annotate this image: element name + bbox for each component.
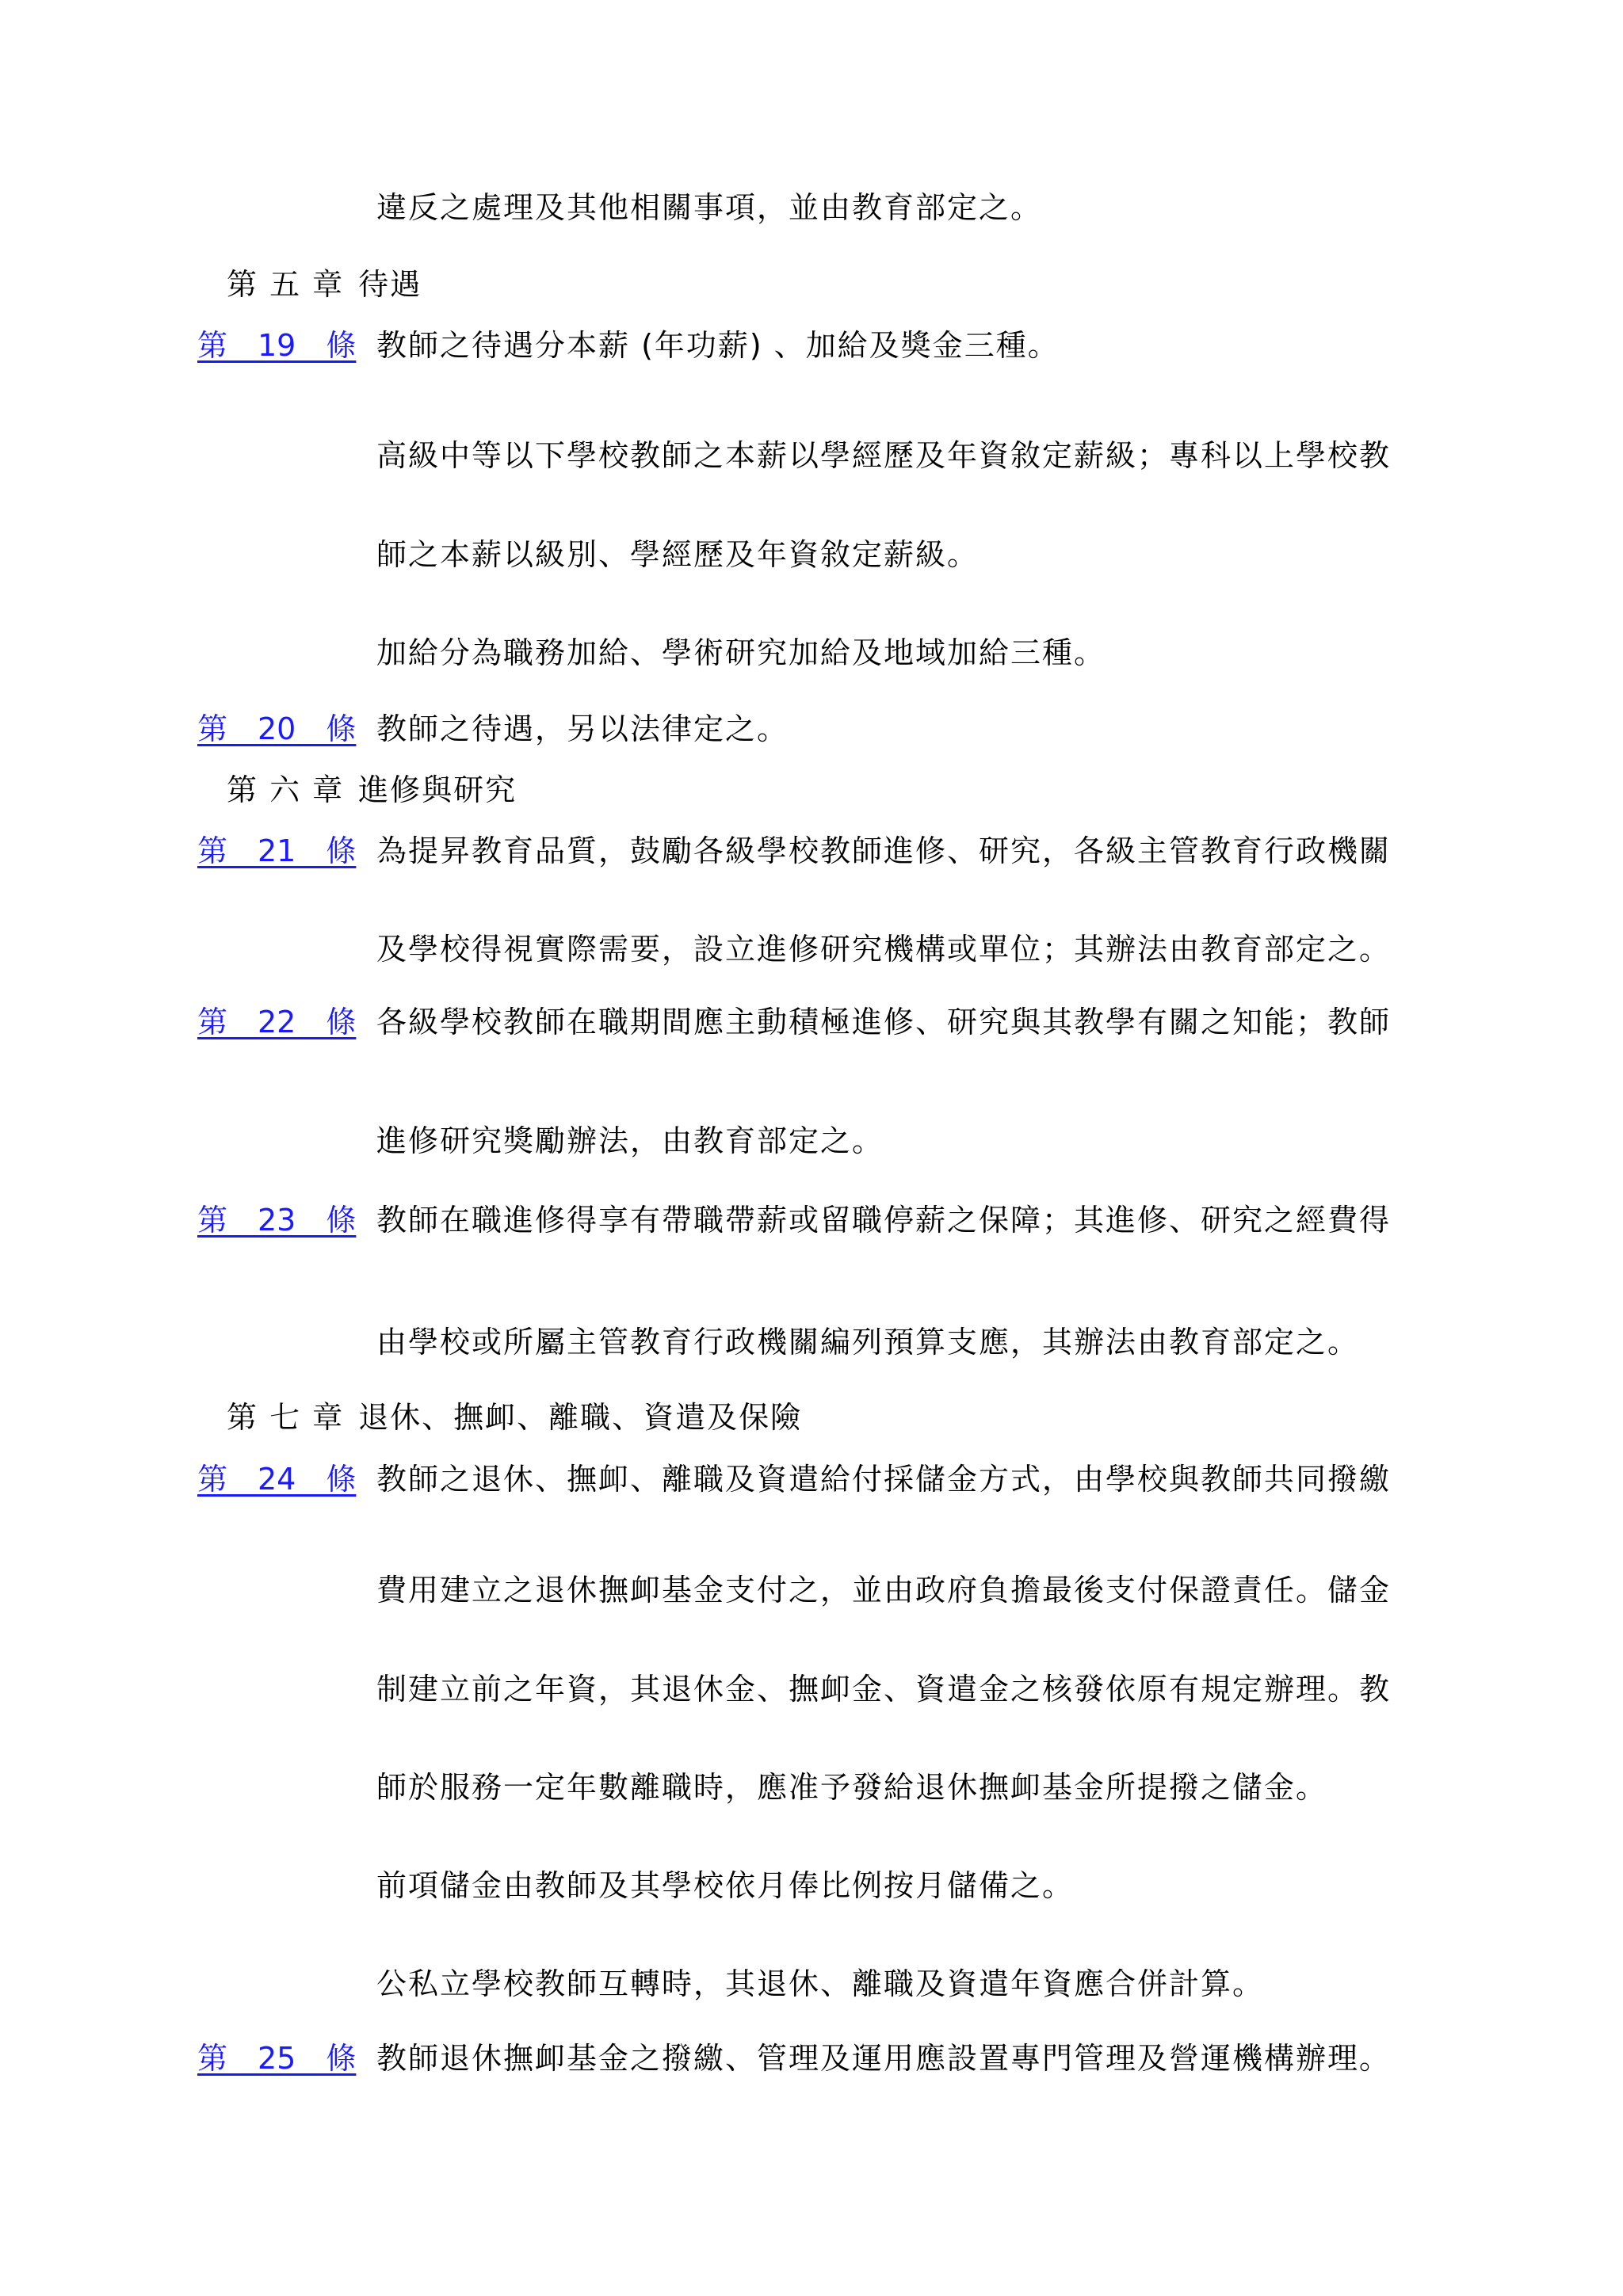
chapter-title: 待遇 [358, 267, 422, 302]
article-link-21[interactable]: 第 21 條 [197, 833, 357, 868]
article-link-24[interactable]: 第 24 條 [197, 1462, 357, 1497]
chapter-title: 退休、撫卹、離職、資遣及保險 [358, 1400, 803, 1435]
text-line: 教師之待遇，另以法律定之。 [376, 711, 789, 746]
text-line: 教師之退休、撫卹、離職及資遣給付採儲金方式，由學校與教師共同撥繳 [376, 1462, 1392, 1497]
text-line: 費用建立之退休撫卹基金支付之，並由政府負擔最後支付保證責任。儲金 [376, 1573, 1392, 1608]
text-line: 高級中等以下學校教師之本薪以學經歷及年資敘定薪級；專科以上學校教 [376, 438, 1392, 473]
text-line: 為提昇教育品質，鼓勵各級學校教師進修、研究，各級主管教育行政機關 [376, 833, 1392, 868]
text-line: 公私立學校教師互轉時，其退休、離職及資遣年資應合併計算。 [376, 1966, 1265, 2001]
article-link-23[interactable]: 第 23 條 [197, 1203, 357, 1238]
chapter-label: 第 五 章 [227, 267, 345, 302]
text-line: 加給分為職務加給、學術研究加給及地域加給三種。 [376, 635, 1106, 670]
text-line: 各級學校教師在職期間應主動積極進修、研究與其教學有關之知能；教師 [376, 1005, 1392, 1039]
text-line: 師於服務一定年數離職時，應准予發給退休撫卹基金所提撥之儲金。 [376, 1770, 1328, 1805]
chapter-label: 第 六 章 [227, 772, 345, 807]
text-line: 制建立前之年資，其退休金、撫卹金、資遣金之核發依原有規定辦理。教 [376, 1672, 1392, 1707]
text-line: 前項儲金由教師及其學校依月俸比例按月儲備之。 [376, 1868, 1075, 1903]
text-line: 教師之待遇分本薪 (年功薪) 、加給及獎金三種。 [376, 328, 1060, 363]
chapter-heading-5 [227, 265, 436, 303]
text-line: 教師在職進修得享有帶職帶薪或留職停薪之保障；其進修、研究之經費得 [376, 1203, 1392, 1238]
chapter-label: 第 七 章 [227, 1400, 345, 1435]
text-line: 及學校得視實際需要，設立進修研究機構或單位；其辦法由教育部定之。 [376, 932, 1392, 967]
text-line: 教師退休撫卹基金之撥繳、管理及運用應設置專門管理及營運機構辦理。 [376, 2041, 1392, 2076]
text-line: 進修研究獎勵辦法，由教育部定之。 [376, 1123, 884, 1158]
text-line: 由學校或所屬主管教育行政機關編列預算支應，其辦法由教育部定之。 [376, 1325, 1360, 1360]
article-link-20[interactable]: 第 20 條 [197, 711, 357, 746]
chapter-heading-7 [227, 1398, 816, 1436]
article-link-22[interactable]: 第 22 條 [197, 1005, 357, 1039]
article-link-19[interactable]: 第 19 條 [197, 328, 357, 363]
article-link-25[interactable]: 第 25 條 [197, 2041, 357, 2076]
chapter-title: 進修與研究 [358, 772, 517, 807]
text-line: 違反之處理及其他相關事項，並由教育部定之。 [376, 190, 1043, 225]
text-line: 師之本薪以級別、學經歷及年資敘定薪級。 [376, 537, 980, 572]
chapter-heading-6 [227, 771, 531, 809]
